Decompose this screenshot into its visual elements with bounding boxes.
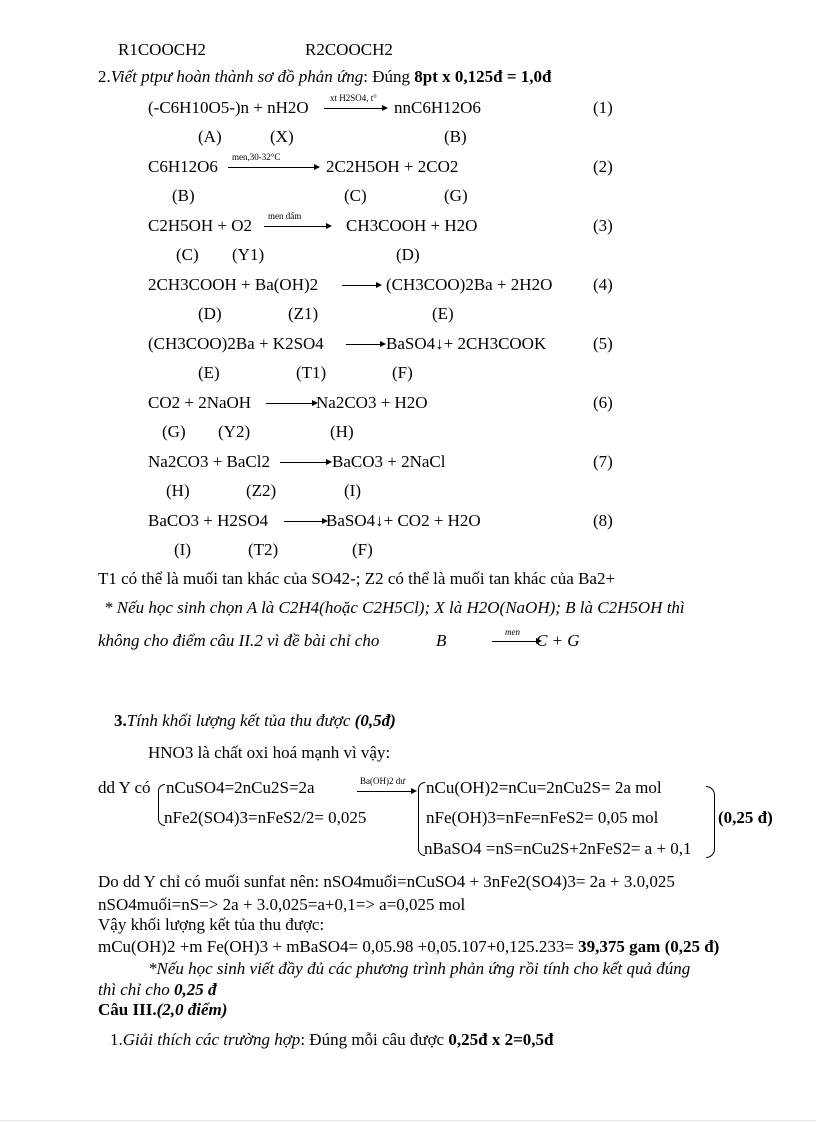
para4-main: mCu(OH)2 +m Fe(OH)3 + mBaSO4= 0,05.98 +0,05.107+0,125.233= <box>98 937 579 956</box>
para4 <box>98 937 719 957</box>
reaction-condition: men,30-32°C <box>232 152 281 162</box>
reaction-label: (C) <box>176 245 199 264</box>
reaction-label: (G) <box>162 422 186 441</box>
sub1-title: Giải thích các trường hợp <box>122 1030 301 1049</box>
cau3-label: Câu III. <box>98 1000 157 1019</box>
section2-number: 2. <box>98 67 111 86</box>
reaction-label: (D) <box>198 304 222 323</box>
reaction-label: (G) <box>444 186 468 205</box>
reaction-rhs: 2C2H5OH + 2CO2 <box>326 157 459 176</box>
section2-score-prefix: : Đúng <box>363 67 415 86</box>
hno3-line: HNO3 là chất oxi hoá mạnh vì vậy: <box>148 743 391 762</box>
reaction-rhs: BaSO4↓+ 2CH3COOK <box>386 334 547 353</box>
reaction-number: (5) <box>593 334 613 353</box>
note2-line1: * Nếu học sinh chọn A là C2H4(hoặc C2H5Cl); X là H2O(NaOH); B là C2H5OH thì <box>104 598 685 617</box>
reaction-lhs: Na2CO3 + BaCl2 <box>148 452 270 471</box>
reaction-label: (F) <box>392 363 413 382</box>
ddy-score: (0,25 đ) <box>718 808 773 827</box>
ddy-left2: nFe2(SO4)3=nFeS2/2= 0,025 <box>164 808 367 827</box>
reaction-number: (2) <box>593 157 613 176</box>
reaction-lhs: C2H5OH + O2 <box>148 216 253 235</box>
reaction-label: (B) <box>444 127 467 146</box>
ddy-right2: nFe(OH)3=nFe=nFeS2= 0,05 mol <box>426 808 659 827</box>
sub1-number: 1. <box>110 1030 123 1049</box>
reaction-lhs: 2CH3COOH + Ba(OH)2 <box>148 275 319 294</box>
sub1-score: 0,25đ x 2=0,5đ <box>448 1030 554 1049</box>
reaction-rhs: nnC6H12O6 <box>394 98 481 117</box>
reaction-rhs: (CH3COO)2Ba + 2H2O <box>386 275 553 294</box>
reaction-rhs: BaCO3 + 2NaCl <box>332 452 446 471</box>
reaction-label: (Y2) <box>218 422 251 441</box>
reaction-arrow <box>280 462 330 463</box>
reaction-arrow <box>324 108 386 109</box>
sub1-heading <box>110 1030 553 1050</box>
reaction-number: (4) <box>593 275 613 294</box>
reaction-label: (H) <box>330 422 354 441</box>
reaction-label: (T2) <box>248 540 279 559</box>
reaction-label: (E) <box>198 363 220 382</box>
ddy-arrow <box>357 791 415 792</box>
reaction-label: (X) <box>270 127 294 146</box>
reaction-condition: men dấm <box>268 211 302 221</box>
reaction-number: (1) <box>593 98 613 117</box>
section2-heading <box>98 67 552 87</box>
reaction-arrow <box>228 167 318 168</box>
reaction-label: (B) <box>172 186 195 205</box>
note2-arrow <box>492 641 540 642</box>
page-divider <box>0 1120 816 1121</box>
note2-cond: men <box>505 627 520 637</box>
reaction-label: (D) <box>396 245 420 264</box>
note3-text: thì chỉ cho <box>98 980 175 999</box>
top-formula-right: R2COOCH2 <box>305 40 393 59</box>
reaction-label: (A) <box>198 127 222 146</box>
reaction-arrow <box>284 521 326 522</box>
reaction-lhs: BaCO3 + H2SO4 <box>148 511 269 530</box>
section2-score: 8pt x 0,125đ = 1,0đ <box>414 67 552 86</box>
reaction-arrow <box>264 226 330 227</box>
reaction-rhs: CH3COOH + H2O <box>346 216 478 235</box>
note3-line1: *Nếu học sinh viết đầy đủ các phương trình phản ứng rồi tính cho kết quả đúng <box>148 959 691 978</box>
reaction-lhs: (-C6H10O5-)n + nH2O <box>148 98 309 117</box>
cau3-score: (2,0 điểm) <box>156 1000 228 1019</box>
reaction-rhs: Na2CO3 + H2O <box>316 393 428 412</box>
reaction-number: (6) <box>593 393 613 412</box>
note2-b: B <box>436 631 447 650</box>
reaction-arrow <box>342 285 380 286</box>
reaction-lhs: C6H12O6 <box>148 157 218 176</box>
reaction-label: (T1) <box>296 363 327 382</box>
note2-line2: không cho điểm câu II.2 vì đề bài chỉ cho <box>98 631 380 650</box>
section3-score: (0,5đ) <box>354 711 396 730</box>
reaction-number: (8) <box>593 511 613 530</box>
reaction-number: (7) <box>593 452 613 471</box>
ddy-left1: nCuSO4=2nCu2S=2a <box>166 778 315 797</box>
ddy-prefix: dd Y có <box>98 778 151 797</box>
reaction-condition: xt H2SO4, t° <box>330 93 377 103</box>
top-formula-left: R1COOCH2 <box>118 40 206 59</box>
ddy-right1: nCu(OH)2=nCu=2nCu2S= 2a mol <box>426 778 662 797</box>
note2-rhs: C + G <box>536 631 580 650</box>
reaction-label: (F) <box>352 540 373 559</box>
sub1-tail: : Đúng mỗi câu được <box>300 1030 449 1049</box>
reaction-label: (Y1) <box>232 245 265 264</box>
para2: nSO4muối=nS=> 2a + 3.0,025=a+0,1=> a=0,025 mol <box>98 895 466 914</box>
reaction-label: (E) <box>432 304 454 323</box>
reaction-label: (C) <box>344 186 367 205</box>
reaction-label: (Z2) <box>246 481 277 500</box>
reaction-rhs: BaSO4↓+ CO2 + H2O <box>326 511 481 530</box>
section3-title: Tính khối lượng kết tủa thu được <box>126 711 351 730</box>
ddy-right3: nBaSO4 =nS=nCu2S+2nFeS2= a + 0,1 <box>424 839 692 858</box>
note3-line2 <box>98 980 217 1000</box>
para4-result: 39,375 gam (0,25 đ) <box>578 937 720 956</box>
reaction-arrow <box>266 403 316 404</box>
section3-number: 3. <box>114 711 127 730</box>
t1-note: T1 có thể là muối tan khác của SO42-; Z2 có thể là muối tan khác của Ba2+ <box>98 569 616 588</box>
reaction-lhs: CO2 + 2NaOH <box>148 393 252 412</box>
reaction-label: (H) <box>166 481 190 500</box>
reaction-label: (I) <box>174 540 191 559</box>
para3: Vậy khối lượng kết tủa thu được: <box>98 915 325 934</box>
reaction-lhs: (CH3COO)2Ba + K2SO4 <box>148 334 324 353</box>
reaction-label: (I) <box>344 481 361 500</box>
cau3-heading <box>98 1000 227 1020</box>
para1: Do dd Y chỉ có muối sunfat nên: nSO4muối=nCuSO4 + 3nFe2(SO4)3= 2a + 3.0,025 <box>98 872 675 891</box>
ddy-arrow-cond: Ba(OH)2 dư <box>360 776 406 786</box>
note3-score: 0,25 đ <box>174 980 217 999</box>
reaction-arrow <box>346 344 384 345</box>
section2-title: Viết ptpư hoàn thành sơ đồ phản ứng <box>110 67 364 86</box>
reaction-label: (Z1) <box>288 304 319 323</box>
section3-heading <box>114 711 396 731</box>
right-brace <box>706 786 715 858</box>
reaction-number: (3) <box>593 216 613 235</box>
